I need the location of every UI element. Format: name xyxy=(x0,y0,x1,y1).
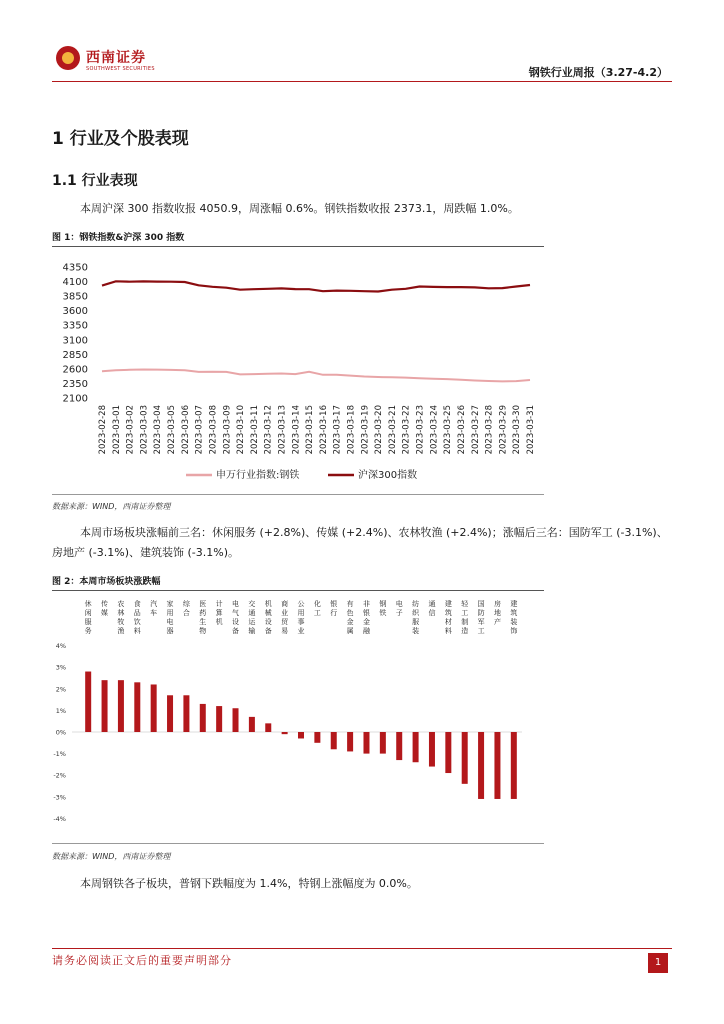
figure2-top-rule xyxy=(52,590,544,591)
x-tick-label: 2023-03-10 xyxy=(236,405,247,455)
section-title: 1 行业及个股表现 xyxy=(52,129,189,149)
bar xyxy=(265,723,271,732)
y-axis xyxy=(53,642,66,823)
x-tick-label: 2023-03-11 xyxy=(249,405,260,455)
x-tick-label: 2023-03-08 xyxy=(208,405,219,455)
bar xyxy=(314,732,320,743)
bar xyxy=(249,717,255,732)
figure1-top-rule xyxy=(52,246,544,247)
x-tick-label: 2023-03-20 xyxy=(374,405,385,455)
footer-divider xyxy=(52,948,672,949)
bar xyxy=(167,695,173,732)
figure1-source: 数据来源：WIND，西南证券整理 xyxy=(52,502,171,511)
x-tick-label: 2023-03-31 xyxy=(526,405,536,455)
category-label: 化工 xyxy=(313,600,321,617)
y-tick-label: 3% xyxy=(55,663,66,672)
x-tick-label: 2023-02-28 xyxy=(98,405,108,455)
category-label: 轻工制造 xyxy=(461,600,469,635)
category-label: 综合 xyxy=(182,600,190,617)
x-tick-label: 2023-03-23 xyxy=(415,405,426,455)
y-tick-label: 0% xyxy=(55,728,66,737)
figure2-title: 图 2：本周市场板块涨跌幅 xyxy=(52,577,161,587)
bar xyxy=(151,684,157,732)
y-tick-label: 2350 xyxy=(62,378,88,390)
category-label: 农林牧渔 xyxy=(117,600,125,635)
bar xyxy=(396,732,402,760)
y-tick-label: 4350 xyxy=(62,262,88,274)
paragraph-1: 本周沪深 300 指数收报 4050.9，周涨幅 0.6%。钢铁指数收报 2373.1，周跌幅 1.0%。 xyxy=(80,202,519,215)
category-label: 电子 xyxy=(395,600,403,617)
category-label: 纺织服装 xyxy=(412,600,420,635)
category-label: 公用事业 xyxy=(297,600,305,635)
bar xyxy=(347,732,353,751)
category-label: 建筑材料 xyxy=(444,600,452,635)
y-tick-label: 4% xyxy=(55,642,66,651)
x-tick-label: 2023-03-22 xyxy=(401,405,412,455)
figure1-title: 图 1：钢铁指数&沪深 300 指数 xyxy=(52,233,185,243)
footer-note: 请务必阅读正文后的重要声明部分 xyxy=(52,954,232,967)
y-tick-label: 2850 xyxy=(62,349,88,361)
category-label: 钢铁 xyxy=(379,600,387,617)
page-number: 1 xyxy=(648,953,668,973)
legend-label-2: 沪深300指数 xyxy=(358,470,418,481)
category-label: 非银金融 xyxy=(362,600,370,635)
y-tick-label: 3600 xyxy=(62,306,88,318)
x-tick-label: 2023-03-01 xyxy=(111,405,122,455)
category-label: 休闲服务 xyxy=(84,600,92,635)
bar xyxy=(363,732,369,754)
bar xyxy=(511,732,517,799)
category-label: 医药生物 xyxy=(199,600,207,635)
x-tick-label: 2023-03-25 xyxy=(443,405,454,455)
subsection-title: 1.1 行业表现 xyxy=(52,173,138,189)
x-tick-label: 2023-03-21 xyxy=(387,405,398,455)
category-label: 有色金属 xyxy=(346,600,354,635)
x-tick-label: 2023-03-30 xyxy=(512,405,523,455)
bar xyxy=(445,732,451,773)
x-axis xyxy=(98,405,536,454)
x-tick-label: 2023-03-04 xyxy=(153,405,164,455)
x-tick-label: 2023-03-18 xyxy=(346,405,357,455)
figure2-bottom-rule xyxy=(52,843,544,844)
category-labels xyxy=(85,599,518,635)
category-label: 商业贸易 xyxy=(281,600,289,635)
x-tick-label: 2023-03-14 xyxy=(291,405,302,455)
bar xyxy=(380,732,386,754)
bar-chart xyxy=(52,594,544,838)
category-label: 通信 xyxy=(428,600,436,617)
y-tick-label: -4% xyxy=(53,814,66,823)
category-label: 房地产 xyxy=(493,600,501,626)
header-divider xyxy=(52,81,672,82)
x-tick-label: 2023-03-09 xyxy=(222,405,233,455)
y-tick-label: 2100 xyxy=(62,393,88,405)
x-tick-label: 2023-03-02 xyxy=(125,405,136,455)
category-label: 传媒 xyxy=(101,600,109,617)
x-tick-label: 2023-03-03 xyxy=(139,405,150,455)
y-tick-label: 3850 xyxy=(62,291,88,303)
y-tick-label: -2% xyxy=(53,771,66,780)
x-tick-label: 2023-03-16 xyxy=(318,405,329,455)
bar xyxy=(429,732,435,767)
x-tick-label: 2023-03-19 xyxy=(360,405,371,455)
figure1-bottom-rule xyxy=(52,494,544,495)
category-label: 汽车 xyxy=(150,600,158,617)
y-tick-label: -3% xyxy=(53,793,66,802)
bar xyxy=(298,732,304,738)
y-tick-label: 3350 xyxy=(62,320,88,332)
y-tick-label: 3100 xyxy=(62,335,88,347)
category-label: 国防军工 xyxy=(477,600,485,635)
y-axis xyxy=(63,263,88,405)
bar xyxy=(331,732,337,749)
x-tick-label: 2023-03-26 xyxy=(456,405,467,455)
series-line-1 xyxy=(102,370,530,382)
x-tick-label: 2023-03-29 xyxy=(498,405,509,455)
paragraph-3: 本周钢铁各子板块，普钢下跌幅度为 1.4%，特钢上涨幅度为 0.0%。 xyxy=(80,877,418,890)
line-chart xyxy=(52,250,544,490)
plot-area xyxy=(102,281,530,381)
category-label: 银行 xyxy=(330,600,338,617)
bar xyxy=(494,732,500,799)
bar xyxy=(85,672,91,732)
x-tick-label: 2023-03-06 xyxy=(180,405,191,455)
category-label: 计算机 xyxy=(215,600,223,626)
legend-label-1: 申万行业指数:钢铁 xyxy=(216,470,300,481)
figure2-source: 数据来源：WIND，西南证券整理 xyxy=(52,852,171,861)
x-tick-label: 2023-03-17 xyxy=(332,405,343,455)
bar xyxy=(462,732,468,784)
x-tick-label: 2023-03-28 xyxy=(484,405,495,455)
y-tick-label: -1% xyxy=(53,750,66,759)
series-line-2 xyxy=(102,281,530,291)
bar xyxy=(102,680,108,732)
category-label: 电气设备 xyxy=(232,600,240,635)
x-tick-label: 2023-03-24 xyxy=(429,405,440,455)
y-tick-label: 2600 xyxy=(62,364,88,376)
x-tick-label: 2023-03-05 xyxy=(167,405,178,455)
legend xyxy=(186,468,417,481)
bar xyxy=(183,695,189,732)
category-label: 交通运输 xyxy=(248,600,256,635)
x-tick-label: 2023-03-13 xyxy=(277,405,288,455)
bar xyxy=(282,732,288,734)
category-label: 食品饮料 xyxy=(133,600,141,635)
y-tick-label: 2% xyxy=(55,685,66,694)
bar xyxy=(134,682,140,732)
category-label: 家用电器 xyxy=(166,600,174,635)
bar xyxy=(216,706,222,732)
logo-subtext: SOUTHWEST SECURITIES xyxy=(86,66,155,72)
bar xyxy=(118,680,124,732)
x-tick-label: 2023-03-27 xyxy=(470,405,481,455)
logo-icon xyxy=(56,46,80,70)
plot-area xyxy=(72,672,522,799)
y-tick-label: 4100 xyxy=(62,277,88,289)
bar xyxy=(233,708,239,732)
paragraph-2: 本周市场板块涨幅前三名：休闲服务 (+2.8%)、传媒 (+2.4%)、农林牧渔 (+2.4%)；涨幅后三名：国防军工 (-3.1%)、房地产 (-3.1%)、建筑装饰 (-3.1%)。 xyxy=(52,526,668,559)
category-label: 机械设备 xyxy=(264,600,272,635)
bar xyxy=(200,704,206,732)
bar xyxy=(478,732,484,799)
x-tick-label: 2023-03-15 xyxy=(305,405,316,455)
y-tick-label: 1% xyxy=(55,706,66,715)
report-title: 钢铁行业周报（3.27-4.2） xyxy=(528,66,668,79)
x-tick-label: 2023-03-12 xyxy=(263,405,274,455)
logo-text: 西南证券 xyxy=(86,50,146,66)
category-label: 建筑装饰 xyxy=(510,600,518,635)
x-tick-label: 2023-03-07 xyxy=(194,405,205,455)
bar xyxy=(413,732,419,762)
